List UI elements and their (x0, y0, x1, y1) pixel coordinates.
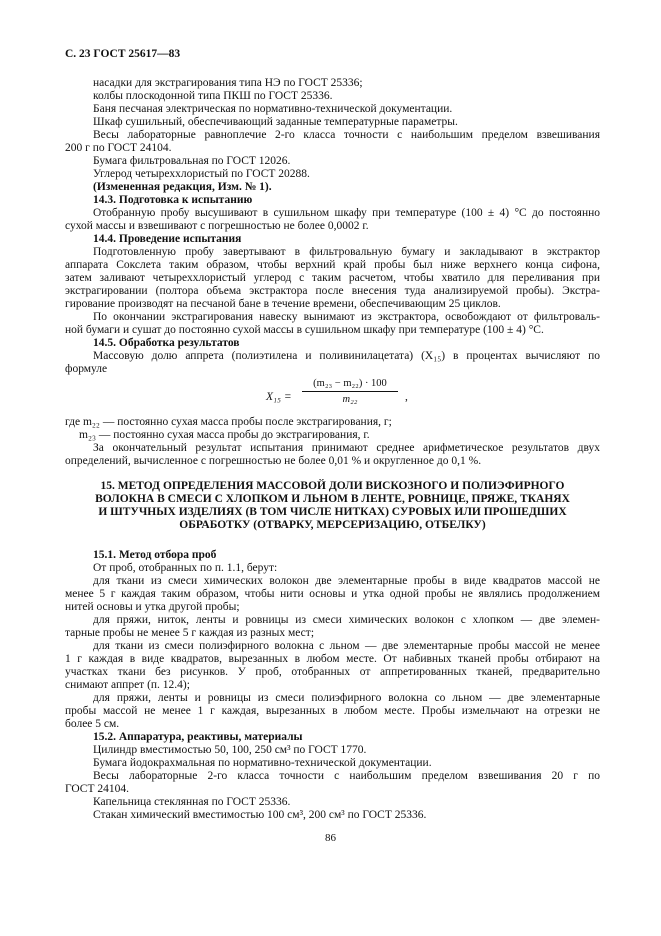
section-title (65, 233, 600, 246)
paragraph (65, 757, 600, 770)
paragraph (65, 90, 600, 103)
text-line: насадки для экстрагирования типа НЭ по ГОСТ 25336; (93, 77, 363, 89)
text-line: пробы массой не менее 1 г каждая, вырезанных в любом месте. Пробы измельчают на отрезки не (65, 705, 600, 717)
text-line: нитей основы и утка другой пробы; (65, 601, 240, 613)
text-line: Весы лабораторные равноплечие 2-го класса точности с наибольшим пределом взвешивания (93, 129, 600, 141)
paragraph (65, 129, 600, 155)
heading-line: ВОЛОКНА В СМЕСИ С ХЛОПКОМ И ЛЬНОМ В ЛЕНТЕ, РОВНИЦЕ, ПРЯЖЕ, ТКАНЯХ (95, 493, 570, 505)
paragraph (65, 350, 600, 376)
text-line: По окончании экстрагирования навеску вынимают из экстрактора, освобождают от фильтроваль- (93, 311, 600, 323)
paragraph (65, 614, 600, 640)
section-title (65, 181, 600, 194)
text-line: ГОСТ 24104. (65, 783, 130, 795)
text-line: экстрагировании (полтора объема экстрактора после внесения туда анализируемой пробы). Экстра- (65, 285, 600, 297)
paragraph (65, 744, 600, 757)
text-line: Массовую долю аппрета (полиэтилена и поливинилацетата) (X₁₅) в процентах вычисляют по (93, 350, 600, 362)
text-line: Отобранную пробу высушивают в сушильном шкафу при температуре (100 ± 4) °С до постоянно (93, 207, 600, 219)
text-line: Цилиндр вместимостью 50, 100, 250 см³ по ГОСТ 1770. (93, 744, 367, 756)
paragraph (65, 442, 600, 468)
paragraph (65, 796, 600, 809)
paragraph (65, 168, 600, 181)
paragraph (65, 116, 600, 129)
paragraph (65, 416, 600, 429)
paragraph (65, 575, 600, 614)
section-14-continued (65, 77, 600, 376)
text-line: тарные пробы не менее 5 г каждая из разных мест; (65, 627, 315, 639)
section-15-heading (65, 480, 600, 532)
page-header: С. 23 ГОСТ 25617—83 (65, 48, 181, 60)
text-line: Подготовленную пробу завертывают в фильтровальную бумагу и закладывают в экстрактор (93, 246, 600, 258)
formula-fraction (302, 378, 398, 405)
paragraph (65, 770, 600, 796)
paragraph (65, 246, 600, 311)
paragraph (65, 640, 600, 692)
text-line: затем заливают четыреххлористый углерод с таким расчетом, чтобы хватило для переливания при (65, 272, 600, 284)
formula-lhs: X₁₅ = (266, 391, 292, 403)
text-line: 14.5. Обработка результатов (93, 337, 240, 349)
text-line: 200 г по ГОСТ 24104. (65, 142, 172, 154)
text-line: для ткани из смеси химических волокон две элементарные пробы в виде квадратов массой не (93, 575, 600, 587)
section-title (65, 549, 600, 562)
text-line: Бумага фильтровальная по ГОСТ 12026. (93, 155, 291, 167)
paragraph (65, 207, 600, 233)
text-line: 1 г каждая в виде квадратов, вырезанных в любом месте. От набивных тканей пробы отбирают на (65, 653, 600, 665)
text-line: более 5 см. (65, 718, 120, 730)
document-body (65, 77, 600, 822)
section-title (65, 731, 600, 744)
section-title (65, 194, 600, 207)
paragraph (65, 155, 600, 168)
page-number: 86 (325, 832, 336, 844)
formula-comma: , (405, 391, 408, 403)
section-title (65, 337, 600, 350)
text-line: определений, вычисленное с погрешностью не более 0,01 % и округленное до 0,1 %. (65, 455, 482, 467)
text-line: для пряжи, ленты и ровницы из смеси полиэфирного волокна со льном — две элементарные (93, 692, 600, 704)
paragraph (65, 77, 600, 90)
text-line: 14.4. Проведение испытания (93, 233, 242, 245)
text-line: Баня песчаная электрическая по нормативно-технической документации. (93, 103, 453, 115)
text-line: Шкаф сушильный, обеспечивающий заданные температурные параметры. (93, 116, 458, 128)
text-line: Углерод четыреххлористый по ГОСТ 20288. (93, 168, 310, 180)
formula-denominator: m₂₂ (342, 394, 358, 405)
paragraph (65, 103, 600, 116)
text-line: 15.1. Метод отбора проб (93, 549, 217, 561)
text-line: От проб, отобранных по п. 1.1, берут: (93, 562, 278, 574)
text-line: m₂₃ — постоянно сухая масса пробы до экстрагирования, г. (79, 429, 370, 441)
text-line: для ткани из смеси полиэфирного волокна с льном — две элементарные пробы массой не менее (93, 640, 600, 652)
formula-numerator: (m₂₃ − m₂₂) · 100 (313, 378, 387, 389)
paragraph (65, 562, 600, 575)
heading-line: 15. МЕТОД ОПРЕДЕЛЕНИЯ МАССОВОЙ ДОЛИ ВИСКОЗНОГО И ПОЛИЭФИРНОГО (100, 480, 565, 492)
text-line: гирование производят на песчаной бане в течение времени, обеспечивающим 25 циклов. (65, 298, 501, 310)
heading-line: ОБРАБОТКУ (ОТВАРКУ, МЕРСЕРИЗАЦИЮ, ОТБЕЛКУ) (179, 519, 486, 531)
text-line: сухой массы и взвешивают с погрешностью не более 0,0002 г. (65, 220, 369, 232)
text-line: Весы лабораторные 2-го класса точности с наибольшим пределом взвешивания 20 г по (93, 770, 600, 782)
text-line: где m₂₂ — постоянно сухая масса пробы после экстрагирования, г; (65, 416, 392, 428)
text-line: снимают аппрет (п. 12.4); (65, 679, 190, 691)
text-line: Стакан химический вместимостью 100 см³, 200 см³ по ГОСТ 25336. (93, 809, 427, 821)
text-line: ной бумаги и сушат до постоянно сухой массы в сушильном шкафу при температуре (100 ± 4) °С. (65, 324, 544, 336)
paragraph (65, 692, 600, 731)
paragraph (65, 429, 600, 442)
formula-explanation (65, 416, 600, 468)
text-line: За окончательный результат испытания принимают среднее арифметическое результатов двух (93, 442, 600, 454)
text-line: 14.3. Подготовка к испытанию (93, 194, 253, 206)
text-line: колбы плоскодонной типа ПКШ по ГОСТ 25336. (93, 90, 333, 102)
text-line: участках ткани без рисунков. У проб, отобранных от аппретированных тканей, предварительно (65, 666, 600, 678)
text-line: менее 5 г каждая таким образом, чтобы нити основы и утка одной пробы не являлись продолжением (65, 588, 600, 600)
text-line: для пряжи, ниток, ленты и ровницы из смеси химических волокон с хлопком — две элемен- (93, 614, 600, 626)
text-line: Бумага йодокрахмальная по нормативно-технической документации. (93, 757, 432, 769)
text-line: Капельница стеклянная по ГОСТ 25336. (93, 796, 291, 808)
section-15-body (65, 549, 600, 822)
text-line: формуле (65, 363, 108, 375)
fraction-bar (302, 391, 398, 392)
text-line: 15.2. Аппаратура, реактивы, материалы (93, 731, 303, 743)
heading-line: И ШТУЧНЫХ ИЗДЕЛИЯХ (В ТОМ ЧИСЛЕ НИТКАХ) СУРОВЫХ ИЛИ ПРОШЕДШИХ (98, 506, 567, 518)
text-line: аппарата Сокслета таким образом, чтобы верхний край пробы был ниже верхнего конца сифона, (65, 259, 600, 271)
text-line: (Измененная редакция, Изм. № 1). (93, 181, 272, 193)
paragraph (65, 311, 600, 337)
paragraph (65, 809, 600, 822)
formula-x15 (65, 376, 600, 416)
